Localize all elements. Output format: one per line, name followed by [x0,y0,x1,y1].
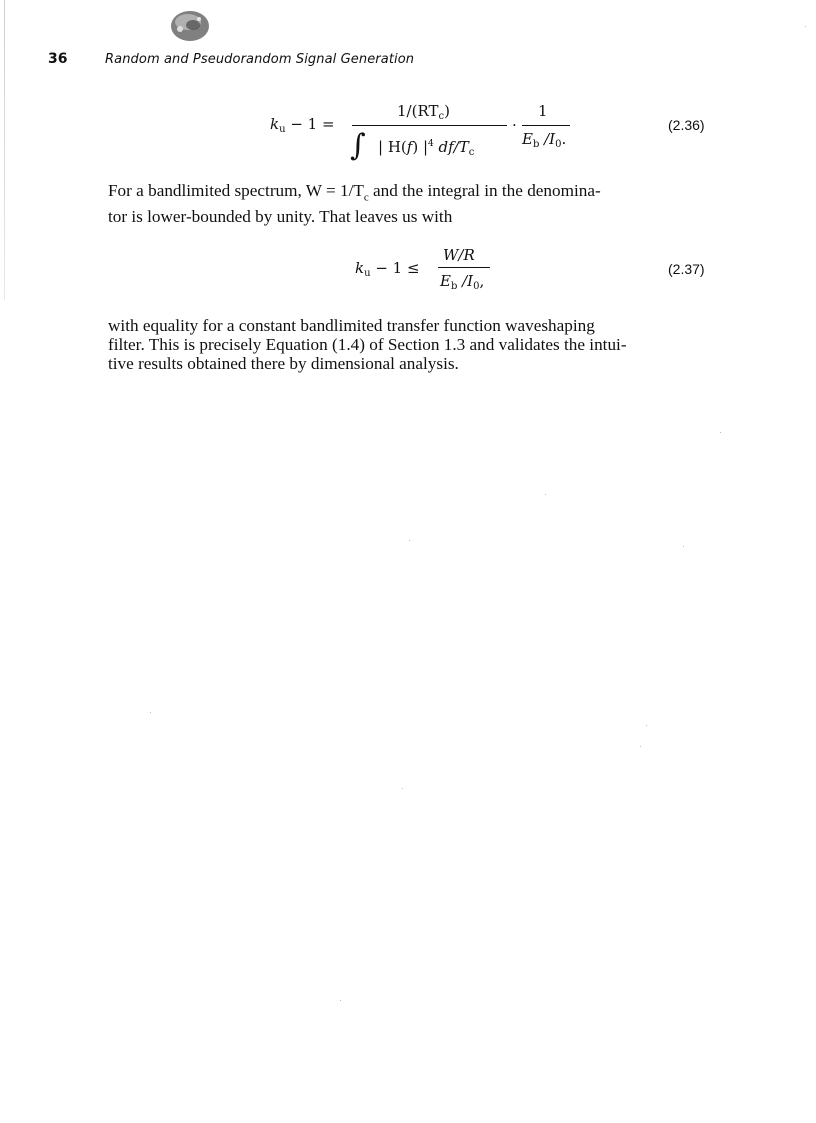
scan-speck [409,540,410,541]
paragraph-2-line-2: filter. This is precisely Equation (1.4) of Section 1.3 and validates the intui- [108,335,627,354]
paragraph-1-line-2: tor is lower-bounded by unity. That leaves us with [108,207,453,227]
scan-speck [402,788,403,789]
equation-number-2-36: (2.36) [668,117,705,133]
scan-speck [646,725,647,726]
eq236-denominator-2: $E_b$ $/I_0$. [522,130,567,150]
scan-speck [150,712,151,713]
scan-edge [4,0,5,300]
eq237-numerator: W/R [443,246,475,264]
eq236-numerator-2: 1 [538,102,548,120]
paragraph-1-line-1: For a bandlimited spectrum, $W = 1/T_c$ and the integral in the denomina- [108,181,601,204]
eq237-denominator: $E_b$ $/I_0$, [440,272,485,292]
eq236-fraction-bar-1 [352,125,507,126]
paragraph-2 [108,316,748,373]
eq236-lhs: $k_u - 1$ = [270,115,335,135]
paragraph-2-line-3: tive results obtained there by dimensional analysis. [108,354,459,373]
equation-number-2-37: (2.37) [668,261,705,277]
scan-speck [640,746,641,747]
integral-sign: ∫ [350,128,366,163]
scan-speck [683,546,684,547]
eq236-dot: · [512,116,517,134]
eq237-lhs: $k_u - 1$ ≤ [355,259,420,279]
eq237-fraction-bar [438,267,490,268]
eq236-numerator-1: $1/(RT_c)$ [397,102,450,122]
running-title: Random and Pseudorandom Signal Generation [105,52,415,67]
page-number: 36 [48,51,68,67]
eq236-fraction-bar-2 [522,125,570,126]
scan-speck [340,1000,341,1001]
paragraph-1 [108,181,748,226]
scan-speck [720,432,721,433]
eq236-denominator-1: | H(f) $|^4$ $df/T_c$ [378,138,475,158]
paragraph-2-line-1: with equality for a constant bandlimited transfer function waveshaping [108,316,595,335]
scan-speck [545,494,546,495]
scan-speck [805,26,806,27]
ink-smudge [168,8,212,44]
